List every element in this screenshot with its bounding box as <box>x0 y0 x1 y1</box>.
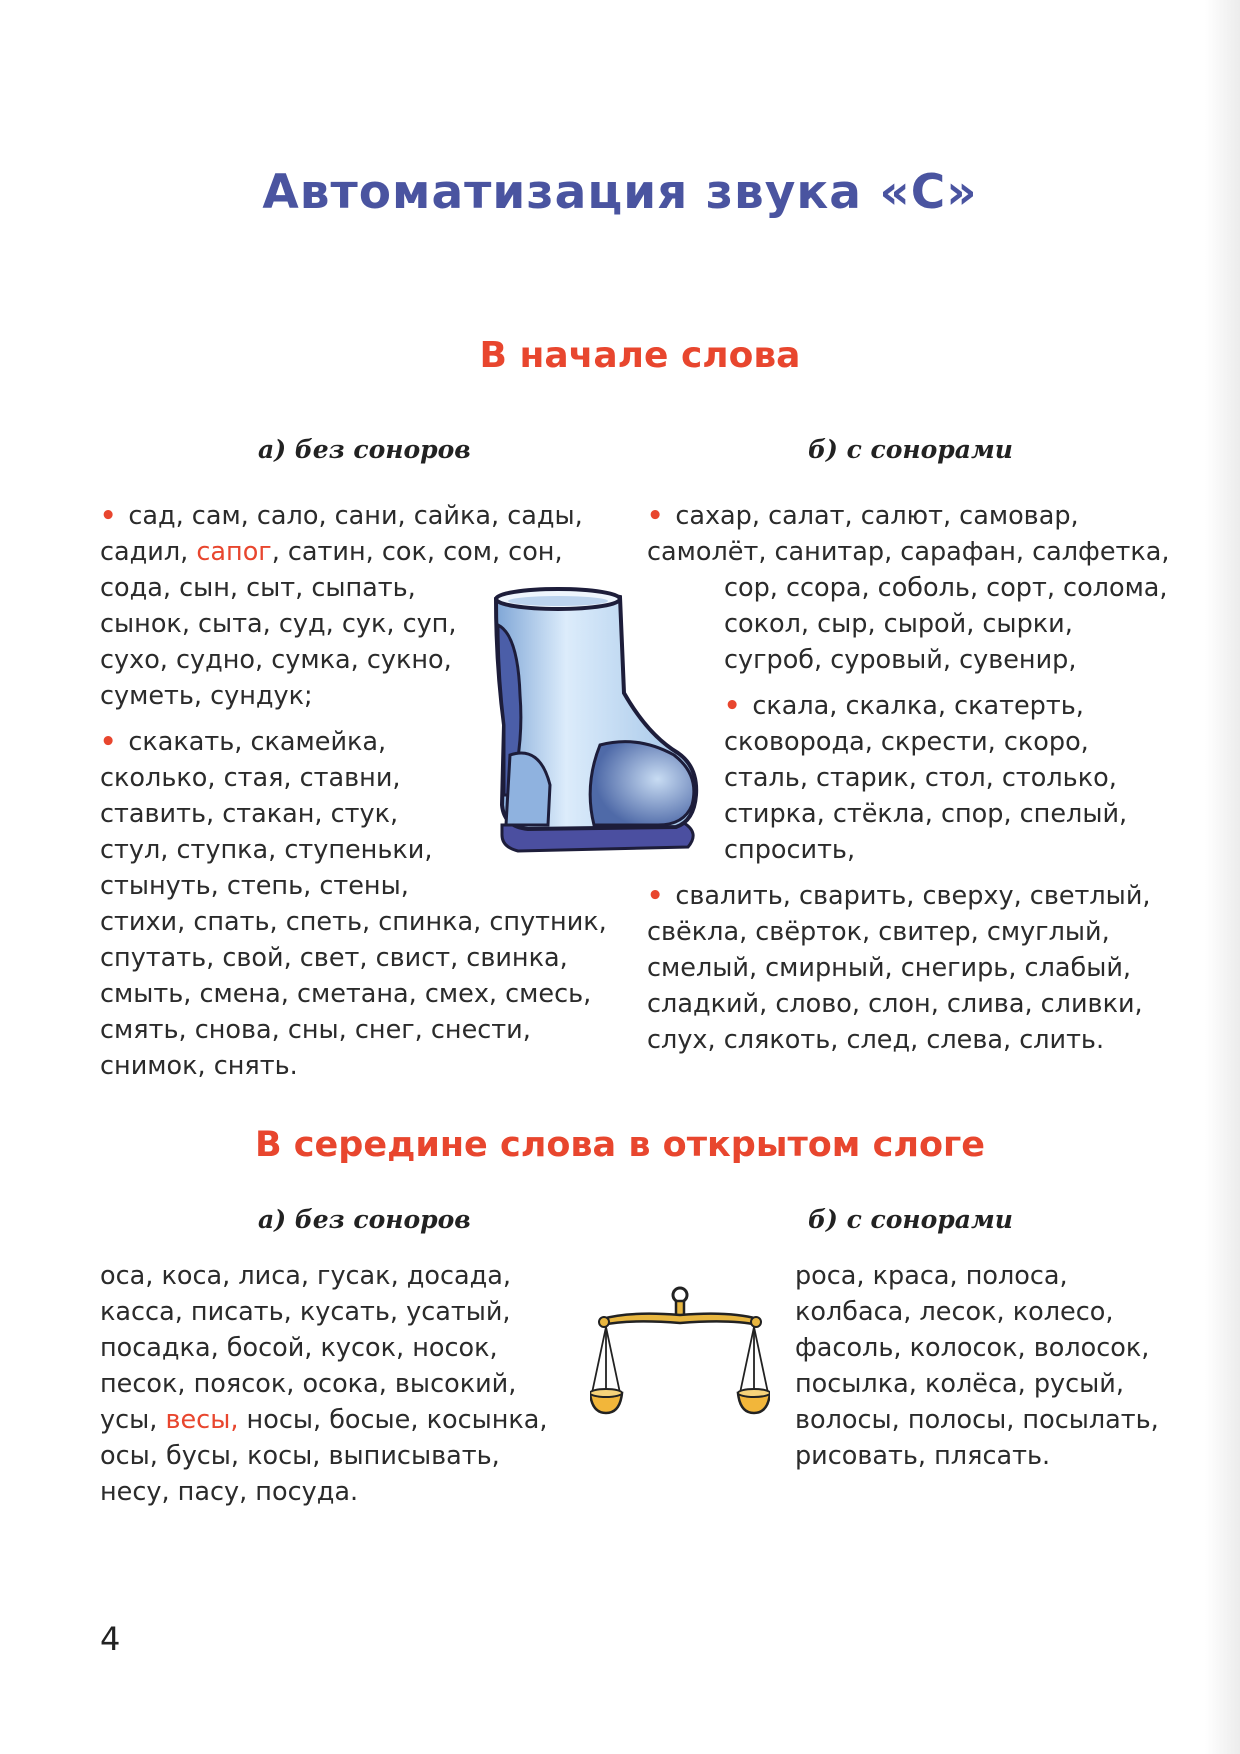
word-line: сокол, сыр, сырой, сырки, <box>724 609 1073 639</box>
word-line: сухо, судно, сумка, сукно, <box>100 645 452 675</box>
word-line: сладкий, слово, слон, слива, сливки, <box>647 989 1143 1019</box>
word-line: сугроб, суровый, сувенир, <box>724 645 1077 675</box>
word-line: сода, сын, сыт, сыпать, <box>100 573 416 603</box>
word-line: касса, писать, кусать, усатый, <box>100 1297 511 1327</box>
bullet-icon: • <box>100 727 117 757</box>
section-heading-middle-open-syllable: В середине слова в открытом слоге <box>254 1125 986 1165</box>
page-title: Автоматизация звука «С» <box>262 165 978 220</box>
word-line: спутать, свой, свет, свист, свинка, <box>100 943 568 973</box>
word-line: осы, бусы, косы, выписывать, <box>100 1441 500 1471</box>
word-line: волосы, полосы, посылать, <box>795 1405 1159 1435</box>
word-line: • сахар, салат, салют, самовар, <box>647 501 1079 531</box>
word-line: посылка, колёса, русый, <box>795 1369 1124 1399</box>
word-line: стынуть, степь, стены, <box>100 871 409 901</box>
word-line: • скакать, скамейка, <box>100 727 387 757</box>
word-line: стихи, спать, спеть, спинка, спутник, <box>100 907 607 937</box>
word-line: усы, весы, носы, босые, косынка, <box>100 1405 548 1435</box>
word-line: сколько, стая, ставни, <box>100 763 401 793</box>
word-line: песок, поясок, осока, высокий, <box>100 1369 517 1399</box>
word-line: колбаса, лесок, колесо, <box>795 1297 1114 1327</box>
word-line: рисовать, плясать. <box>795 1441 1051 1471</box>
word-line: смять, снова, сны, снег, снести, <box>100 1015 531 1045</box>
highlighted-word: весы, <box>165 1405 239 1435</box>
word-line: стул, ступка, ступеньки, <box>100 835 433 865</box>
word-line: сковорода, скрести, скоро, <box>724 727 1089 757</box>
subheading-without-sonorants-2: а) без соноров <box>258 1205 471 1234</box>
word-line: сталь, старик, стол, столько, <box>724 763 1117 793</box>
word-line: • скала, скалка, скатерть, <box>724 691 1084 721</box>
word-line: посадка, босой, кусок, носок, <box>100 1333 498 1363</box>
word-line: снимок, снять. <box>100 1051 298 1081</box>
word-line: оса, коса, лиса, гусак, досада, <box>100 1261 512 1291</box>
word-line: свёкла, свёрток, свитер, смуглый, <box>647 917 1110 947</box>
highlighted-word: сапог <box>196 537 272 567</box>
word-line: несу, пасу, посуда. <box>100 1477 359 1507</box>
word-line: сынок, сыта, суд, сук, суп, <box>100 609 457 639</box>
word-line: суметь, сундук; <box>100 681 313 711</box>
word-line: • свалить, сварить, сверху, светлый, <box>647 881 1151 911</box>
word-line: фасоль, колосок, волосок, <box>795 1333 1150 1363</box>
word-list-middle-without-sonorants <box>100 1258 620 1510</box>
bullet-icon: • <box>724 691 741 721</box>
word-list-start-with-sonorants <box>647 498 1207 1058</box>
word-line: роса, краса, полоса, <box>795 1261 1068 1291</box>
subheading-without-sonorants: а) без соноров <box>258 435 471 464</box>
word-line: стирка, стёкла, спор, спелый, <box>724 799 1128 829</box>
word-line: смыть, смена, сметана, смех, смесь, <box>100 979 592 1009</box>
word-list-middle-with-sonorants <box>795 1258 1205 1474</box>
word-line: самолёт, санитар, сарафан, салфетка, <box>647 537 1170 567</box>
word-line: • сад, сам, сало, сани, сайка, сады, <box>100 501 583 531</box>
subheading-with-sonorants: б) с сонорами <box>808 435 1013 464</box>
page-edge-shadow <box>1205 0 1240 1754</box>
bullet-icon: • <box>647 501 664 531</box>
bullet-icon: • <box>100 501 117 531</box>
word-line: смелый, смирный, снегирь, слабый, <box>647 953 1132 983</box>
bullet-icon: • <box>647 881 664 911</box>
word-line: садил, сапог, сатин, сок, сом, сон, <box>100 537 563 567</box>
word-line: сор, ссора, соболь, сорт, солома, <box>724 573 1168 603</box>
scales-illustration <box>590 1285 770 1420</box>
word-line: слух, слякоть, след, слева, слить. <box>647 1025 1105 1055</box>
page-number: 4 <box>100 1620 121 1658</box>
word-line: ставить, стакан, стук, <box>100 799 399 829</box>
section-heading-start-of-word: В начале слова <box>479 335 801 376</box>
subheading-with-sonorants-2: б) с сонорами <box>808 1205 1013 1234</box>
word-line: спросить, <box>724 835 856 865</box>
